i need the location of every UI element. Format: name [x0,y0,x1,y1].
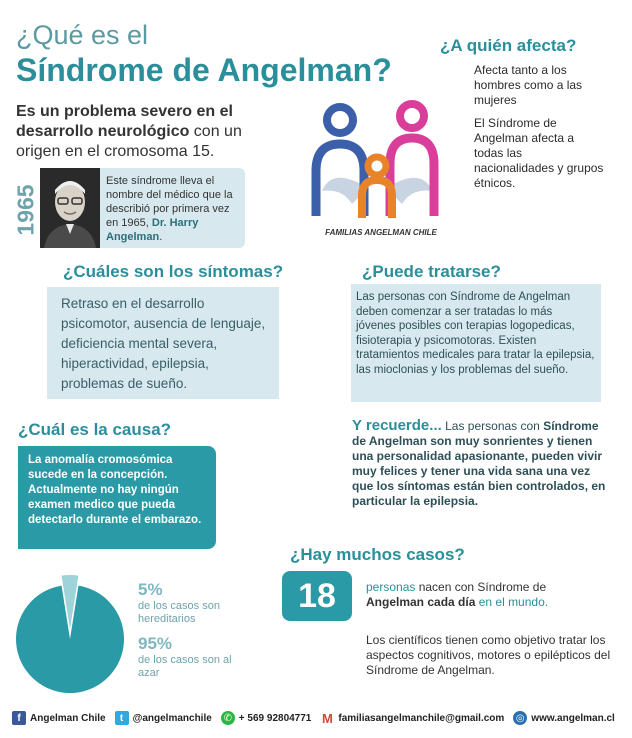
web-label: www.angelman.cl [531,712,615,724]
whatsapp-icon: ✆ [221,711,235,725]
familias-angelman-logo [302,96,452,226]
pct-hereditarios-label: de los casos son hereditarios [138,600,220,625]
casos-t4: en el mundo. [475,595,549,609]
casos-t1: personas [366,580,416,594]
casos-heading: ¿Hay muchos casos? [290,545,465,564]
twitter-icon: t [115,711,129,725]
cientificos-text: Los científicos tienen como objetivo tratar los aspectos cognitivos, motores o epilépticos del Síndrome de Angelman. [366,633,611,677]
intro-rest: con un origen en el cromosoma 15. [16,123,242,160]
footer-email[interactable] [320,711,504,725]
sintomas-box: Retraso en el desarrollo psicomotor, ausencia de lenguaje, deficiencia mental severa, hiperactividad, epilepsia, problemas de sueño. [47,287,279,399]
footer-contacts [0,703,632,733]
recuerde-bold: Síndrome de Angelman son muy sonrientes y tienen una personalidad apasionante, pueden vivir muy felices y tener una vida sana una vez que los síntomas están bien controlados, en particular la epilepsia. [352,419,606,508]
pct-hereditarios: 5% [138,580,163,599]
casos-t2: nacen con Síndrome de [415,580,547,594]
afecta-heading: ¿A quién afecta? [440,36,577,55]
footer-web[interactable] [513,711,615,725]
footer-whatsapp[interactable] [221,711,312,725]
pct-azar-label: de los casos son al azar [138,654,232,679]
email-label: familiasangelmanchile@gmail.com [338,712,505,724]
doctor-end: . [159,231,163,243]
gmail-icon: M [321,710,333,726]
year-text: 1965 [12,184,39,236]
year-label [14,170,38,250]
tratarse-box: Las personas con Síndrome de Angelman deben comenzar a ser tratadas lo más jóvenes posibles con terapias logopedicas, fisioterapia y psicomotoras. Existen tratamientos medicales para tratar la epilepsia, las mioclonias y los problemas del sueño. [351,284,601,402]
afecta-text-2: El Síndrome de Angelman afecta a todas las nacionalidades y grupos étnicos. [474,116,604,190]
doctor-info-box [100,168,245,248]
intro-text [16,102,278,162]
causa-box: La anomalía cromosómica sucede en la concepción. Actualmente no hay ningún examen medico que pueda detectarlo durante el embarazo. [18,446,216,549]
title-line-1: ¿Qué es el [16,20,149,50]
doctor-text: Este síndrome lleva el nombre del médico que la describió por primera vez en 1965, [106,175,233,229]
cases-pie-chart [14,555,132,695]
recuerde-text-1: Las personas con [441,419,544,433]
causa-heading: ¿Cuál es la causa? [18,420,172,439]
sintomas-heading: ¿Cuáles son los síntomas? [63,262,284,281]
footer-twitter[interactable] [115,711,212,725]
facebook-label: Angelman Chile [30,712,106,724]
casos-t3: Angelman cada día [366,595,476,609]
doctor-photo [40,168,100,248]
footer-facebook[interactable] [12,711,106,725]
casos-text [366,580,596,610]
doctor-portrait-icon [40,168,100,248]
intro-bold: Es un problema severo en el desarrollo neurológico [16,103,233,140]
recuerde-text [352,418,614,509]
globe-icon: ◎ [513,711,527,725]
tratarse-heading: ¿Puede tratarse? [362,262,501,281]
title-line-2: Síndrome de Angelman? [16,52,392,88]
recuerde-lead: Y recuerde... [352,417,442,434]
twitter-label: @angelmanchile [132,712,212,724]
casos-number: 18 [282,571,352,621]
logo-text: FAMILIAS ANGELMAN CHILE [325,228,437,237]
afecta-text-1: Afecta tanto a los hombres como a las mujeres [474,63,583,107]
pct-azar: 95% [138,634,173,653]
whatsapp-label: + 569 92804771 [238,712,312,724]
doctor-name: Dr. Harry Angelman [106,217,199,243]
facebook-icon: f [12,711,26,725]
